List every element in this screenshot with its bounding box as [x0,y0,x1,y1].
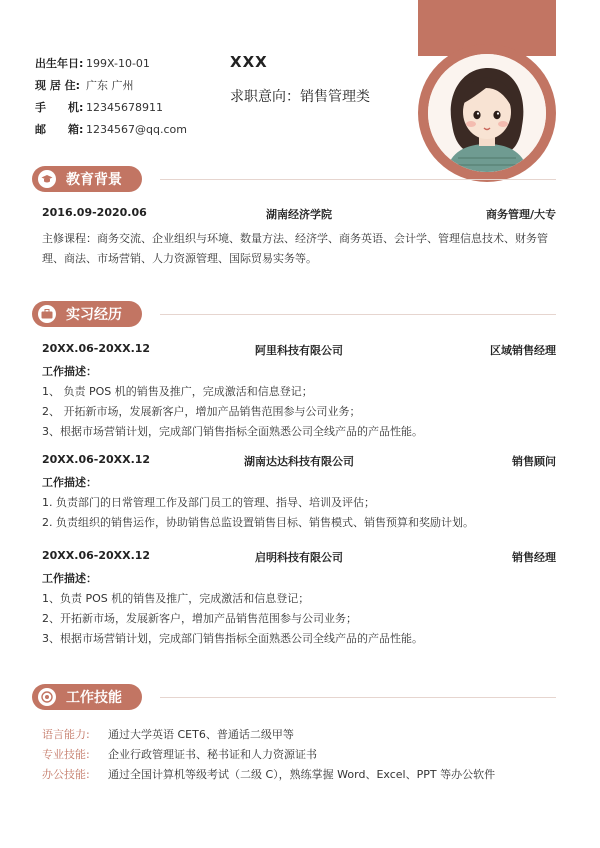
list-item: 1、 负责 POS 机的销售及推广，完成激活和信息登记； [42,385,313,398]
skill-text: 企业行政管理证书、秘书证和人力资源证书 [108,748,317,761]
section-skills-header [32,684,142,710]
education-courses: 主修课程：商务交流、企业组织与环境、数量方法、经济学、商务英语、会计学、管理信息技术、财务管理、商法、市场营销、人力资源管理、国际贸易实务等。 [42,232,548,265]
list-item: 2. 负责组织的销售运作，协助销售总监设置销售目标、销售模式、销售预算和奖励计划。 [42,516,474,529]
section-pill [32,301,142,327]
avatar-illustration [428,54,546,172]
list-item: 1. 负责部门的日常管理工作及部门员工的管理、指导、培训及评估； [42,496,375,509]
briefcase-icon [38,305,56,323]
section-title: 实习经历 [66,307,122,323]
skill-label: 办公技能: [42,768,90,781]
info-value: 199X-10-01 [86,56,150,70]
experience-description [42,569,558,649]
info-label: 现 居 住: [35,79,81,92]
education-date: 2016.09-2020.06 [42,206,147,219]
section-experience-header [32,301,142,327]
graduation-cap-icon [38,170,56,188]
experience-entry-head [42,549,556,567]
section-pill [32,166,142,192]
experience-date: 20XX.06-20XX.12 [42,549,151,562]
info-value: 1234567@qq.com [86,122,187,136]
experience-entry-head [42,342,556,360]
skill-text: 通过大学英语 CET6、普通话二级甲等 [108,728,294,741]
section-title: 工作技能 [66,690,122,706]
experience-company: 湖南达达科技有限公司 [244,455,354,468]
list-item: 2、 开拓新市场，发展新客户，增加产品销售范围参与公司业务； [42,405,361,418]
list-item: 3、根据市场营销计划，完成部门销售指标全面熟悉公司全线产品的产品性能。 [42,632,423,645]
experience-company: 启明科技有限公司 [255,551,343,564]
experience-description [42,362,558,442]
section-divider [160,314,556,315]
section-title: 教育背景 [66,172,122,188]
skill-row-language [42,724,294,744]
info-row-email [35,118,187,140]
description-label: 工作描述： [42,476,97,489]
education-major: 商务管理/大专 [485,208,556,221]
info-row-birth [35,52,187,74]
info-row-residence [35,74,187,96]
list-item: 3、根据市场营销计划，完成部门销售指标全面熟悉公司全线产品的产品性能。 [42,425,423,438]
experience-entry-head [42,453,556,471]
description-label: 工作描述： [42,365,97,378]
candidate-name: XXX [230,53,268,71]
skill-label: 语言能力: [42,728,90,741]
experience-company: 阿里科技有限公司 [255,344,343,357]
section-education-header [32,166,142,192]
section-divider [160,179,556,180]
info-label: 手 机: [35,101,84,114]
job-intent: 求职意向：销售管理类 [230,89,370,105]
experience-description [42,473,558,533]
section-pill [32,684,142,710]
skill-row-office [42,764,495,784]
education-head [42,206,556,224]
experience-role: 区域销售经理 [490,344,556,357]
experience-role: 销售经理 [512,551,556,564]
skill-row-professional [42,744,317,764]
skill-label: 专业技能: [42,748,90,761]
skill-text: 通过全国计算机等级考试（二级 C），熟练掌握 Word、Excel、PPT 等办公软件 [108,768,496,781]
experience-date: 20XX.06-20XX.12 [42,342,151,355]
info-label: 出生年日: [35,57,84,70]
info-label: 邮 箱: [35,123,84,136]
avatar [428,54,546,172]
experience-role: 销售顾问 [512,455,556,468]
description-label: 工作描述： [42,572,97,585]
section-divider [160,697,556,698]
info-row-phone [35,96,187,118]
target-icon [38,688,56,706]
experience-date: 20XX.06-20XX.12 [42,453,151,466]
personal-info [35,52,187,140]
education-school: 湖南经济学院 [266,208,332,221]
list-item: 2、开拓新市场，发展新客户，增加产品销售范围参与公司业务； [42,612,357,625]
list-item: 1、负责 POS 机的销售及推广，完成激活和信息登记； [42,592,310,605]
info-value: 12345678911 [86,100,163,114]
info-value: 广东 广州 [86,79,134,92]
